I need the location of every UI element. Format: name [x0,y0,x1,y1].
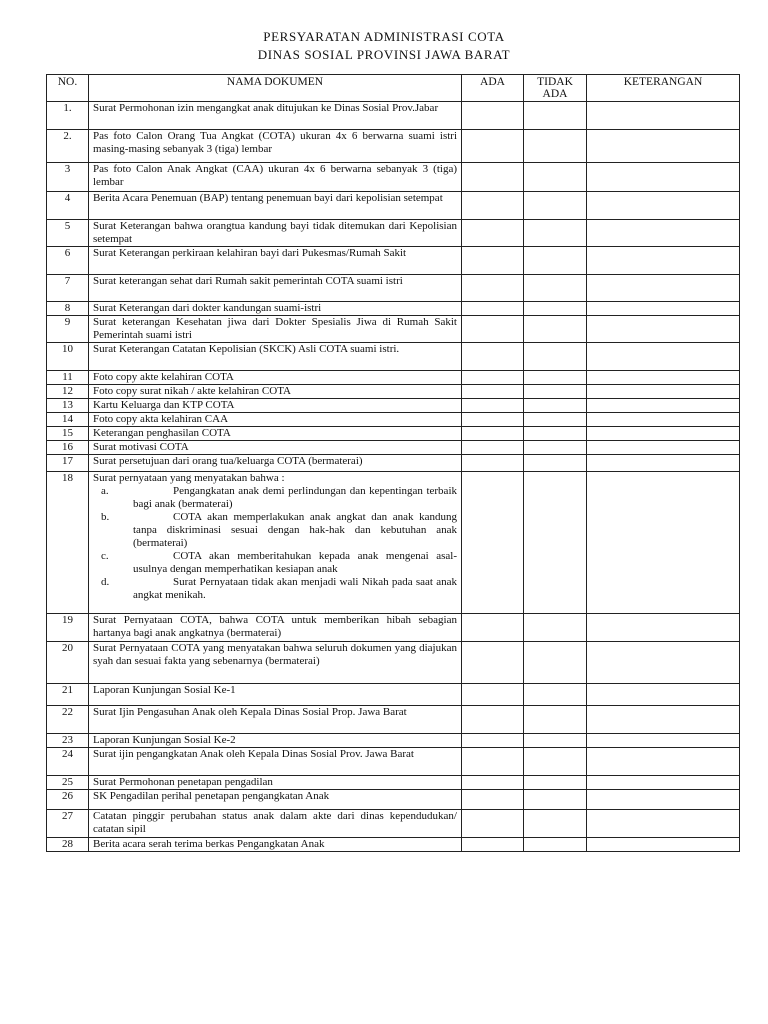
ada-checkbox-cell[interactable] [462,275,524,302]
keterangan-cell[interactable] [587,734,740,748]
keterangan-cell[interactable] [587,472,740,614]
ada-checkbox-cell[interactable] [462,455,524,472]
document-name-cell [89,734,462,748]
document-name: Foto copy surat nikah / akte kelahiran COTA [93,385,291,397]
table-row [47,247,740,275]
sub-item [93,576,457,602]
document-name-cell [89,220,462,247]
column-header-tidak-ada: TIDAK ADA [524,75,587,102]
keterangan-cell[interactable] [587,385,740,399]
sub-item-letter: d. [101,576,110,588]
sub-item [93,485,457,511]
tidak-ada-checkbox-cell[interactable] [524,275,587,302]
keterangan-cell[interactable] [587,427,740,441]
table-row [47,790,740,810]
row-number: 19 [47,614,89,642]
row-number: 6 [47,247,89,275]
document-name-cell [89,810,462,838]
row-number: 1. [47,102,89,130]
table-row [47,220,740,247]
row-number: 21 [47,684,89,706]
keterangan-cell[interactable] [587,316,740,343]
sub-item-text: COTA akan memberitahukan kepada anak mengenai asal-usulnya dengan memperhatikan kesiapan anak [133,550,457,575]
document-name-cell [89,684,462,706]
row-number: 2. [47,130,89,163]
row-number: 23 [47,734,89,748]
table-row [47,684,740,706]
document-name: Surat Pernyataan COTA, bahwa COTA untuk memberikan hibah sebagian hartanya bagi anak angkatnya (bermaterai) [93,614,457,639]
row-number: 26 [47,790,89,810]
document-name: Surat keterangan sehat dari Rumah sakit pemerintah COTA suami istri [93,275,403,287]
ada-checkbox-cell[interactable] [462,413,524,427]
document-name-cell [89,427,462,441]
ada-checkbox-cell[interactable] [462,614,524,642]
document-name: Surat keterangan Kesehatan jiwa dari Dokter Spesialis Jiwa di Rumah Sakit Pemerintah suami istri [93,316,457,341]
keterangan-cell[interactable] [587,614,740,642]
column-header-no: NO. [47,75,89,102]
document-name-cell [89,614,462,642]
ada-checkbox-cell[interactable] [462,399,524,413]
tidak-ada-checkbox-cell[interactable] [524,748,587,776]
sub-item-text: Surat Pernyataan tidak akan menjadi wali Nikah pada saat anak angkat menikah. [133,576,457,601]
tidak-ada-checkbox-cell[interactable] [524,220,587,247]
row-number: 4 [47,192,89,220]
keterangan-cell[interactable] [587,275,740,302]
tidak-ada-checkbox-cell[interactable] [524,441,587,455]
keterangan-cell[interactable] [587,343,740,371]
document-name: Surat ijin pengangkatan Anak oleh Kepala Dinas Sosial Prov. Jawa Barat [93,748,414,760]
tidak-ada-checkbox-cell[interactable] [524,838,587,852]
ada-checkbox-cell[interactable] [462,642,524,684]
table-row [47,385,740,399]
keterangan-cell[interactable] [587,130,740,163]
tidak-ada-checkbox-cell[interactable] [524,130,587,163]
table-row [47,776,740,790]
tidak-ada-checkbox-cell[interactable] [524,316,587,343]
row-number: 24 [47,748,89,776]
tidak-ada-checkbox-cell[interactable] [524,642,587,684]
document-name: Surat Permohonan penetapan pengadilan [93,776,273,788]
ada-checkbox-cell[interactable] [462,706,524,734]
sub-item-letter: a. [101,485,109,497]
row-number: 7 [47,275,89,302]
keterangan-cell[interactable] [587,247,740,275]
row-number: 16 [47,441,89,455]
ada-checkbox-cell[interactable] [462,192,524,220]
tidak-ada-checkbox-cell[interactable] [524,472,587,614]
row-number: 20 [47,642,89,684]
tidak-ada-checkbox-cell[interactable] [524,706,587,734]
document-name-cell [89,247,462,275]
row-number: 22 [47,706,89,734]
ada-checkbox-cell[interactable] [462,684,524,706]
row-number: 10 [47,343,89,371]
ada-checkbox-cell[interactable] [462,790,524,810]
document-name: Berita acara serah terima berkas Pengangkatan Anak [93,838,325,850]
document-name: Surat persetujuan dari orang tua/keluarga COTA (bermaterai) [93,455,363,467]
ada-checkbox-cell[interactable] [462,316,524,343]
table-body [47,102,740,852]
tidak-ada-checkbox-cell[interactable] [524,455,587,472]
document-name: Foto copy akte kelahiran COTA [93,371,234,383]
keterangan-cell[interactable] [587,399,740,413]
table-row [47,371,740,385]
table-row [47,642,740,684]
document-name: Pas foto Calon Orang Tua Angkat (COTA) ukuran 4x 6 berwarna suami istri masing-masing sebanyak 3 (tiga) lembar [93,130,457,155]
tidak-ada-checkbox-cell[interactable] [524,776,587,790]
row-number: 3 [47,163,89,192]
ada-checkbox-cell[interactable] [462,427,524,441]
tidak-ada-checkbox-cell[interactable] [524,790,587,810]
document-name-cell [89,776,462,790]
ada-checkbox-cell[interactable] [462,130,524,163]
document-name: Surat motivasi COTA [93,441,189,453]
tidak-ada-checkbox-cell[interactable] [524,427,587,441]
document-name: Surat Pernyataan COTA yang menyatakan bahwa seluruh dokumen yang diajukan syah dan sesuai fakta yang sebenarnya (bermaterai) [93,642,457,667]
keterangan-cell[interactable] [587,163,740,192]
document-name-cell [89,455,462,472]
document-subtitle: DINAS SOSIAL PROVINSI JAWA BARAT [257,47,511,62]
tidak-ada-checkbox-cell[interactable] [524,413,587,427]
column-header-ada: ADA [462,75,524,102]
document-name: Surat Keterangan Catatan Kepolisian (SKCK) Asli COTA suami istri. [93,343,400,355]
table-row [47,399,740,413]
document-name: Laporan Kunjungan Sosial Ke-2 [93,734,236,746]
document-name-cell [89,130,462,163]
ada-checkbox-cell[interactable] [462,838,524,852]
sub-item-list [93,485,457,602]
table-row [47,455,740,472]
tidak-ada-checkbox-cell[interactable] [524,247,587,275]
tidak-ada-checkbox-cell[interactable] [524,810,587,838]
document-name-cell [89,316,462,343]
tidak-ada-checkbox-cell[interactable] [524,302,587,316]
document-name-cell [89,192,462,220]
document-title: PERSYARATAN ADMINISTRASI COTA [263,29,505,44]
keterangan-cell[interactable] [587,776,740,790]
sub-item-letter: c. [101,550,109,562]
document-name: SK Pengadilan perihal penetapan pengangkatan Anak [93,790,330,802]
tidak-ada-checkbox-cell[interactable] [524,734,587,748]
document-name-cell [89,275,462,302]
document-name-cell [89,472,462,614]
keterangan-cell[interactable] [587,838,740,852]
keterangan-cell[interactable] [587,413,740,427]
row-number: 27 [47,810,89,838]
keterangan-cell[interactable] [587,810,740,838]
row-number: 13 [47,399,89,413]
table-row [47,734,740,748]
row-number: 9 [47,316,89,343]
document-name-cell [89,302,462,316]
row-number: 14 [47,413,89,427]
column-header-keterangan: KETERANGAN [587,75,740,102]
document-name-cell [89,790,462,810]
table-row [47,413,740,427]
keterangan-cell[interactable] [587,642,740,684]
ada-checkbox-cell[interactable] [462,302,524,316]
document-name-cell [89,399,462,413]
table-row [47,343,740,371]
tidak-ada-checkbox-cell[interactable] [524,399,587,413]
document-name-cell [89,838,462,852]
table-row [47,427,740,441]
tidak-ada-checkbox-cell[interactable] [524,684,587,706]
ada-checkbox-cell[interactable] [462,343,524,371]
ada-checkbox-cell[interactable] [462,371,524,385]
ada-checkbox-cell[interactable] [462,220,524,247]
keterangan-cell[interactable] [587,102,740,130]
document-name-cell [89,343,462,371]
row-number: 5 [47,220,89,247]
tidak-ada-checkbox-cell[interactable] [524,102,587,130]
tidak-ada-checkbox-cell[interactable] [524,163,587,192]
keterangan-cell[interactable] [587,748,740,776]
ada-checkbox-cell[interactable] [462,472,524,614]
tidak-ada-checkbox-cell[interactable] [524,614,587,642]
ada-checkbox-cell[interactable] [462,776,524,790]
table-row [47,192,740,220]
document-name: Catatan pinggir perubahan status anak dalam akte dari dinas kependudukan/ catatan sipil [93,810,457,835]
document-name-cell [89,441,462,455]
document-name-cell [89,706,462,734]
document-name: Pas foto Calon Anak Angkat (CAA) ukuran 4x 6 berwarna sebanyak 3 (tiga) lembar [93,163,457,188]
table-row [47,706,740,734]
row-number: 12 [47,385,89,399]
document-name: Surat pernyataan yang menyatakan bahwa : [93,472,285,484]
ada-checkbox-cell[interactable] [462,102,524,130]
document-name: Keterangan penghasilan COTA [93,427,231,439]
ada-checkbox-cell[interactable] [462,247,524,275]
ada-checkbox-cell[interactable] [462,385,524,399]
document-name-cell [89,642,462,684]
document-name: Surat Ijin Pengasuhan Anak oleh Kepala Dinas Sosial Prop. Jawa Barat [93,706,407,718]
table-row [47,838,740,852]
table-row [47,163,740,192]
document-name-cell [89,163,462,192]
document-name: Laporan Kunjungan Sosial Ke-1 [93,684,236,696]
ada-checkbox-cell[interactable] [462,734,524,748]
keterangan-cell[interactable] [587,441,740,455]
keterangan-cell[interactable] [587,220,740,247]
row-number: 28 [47,838,89,852]
row-number: 17 [47,455,89,472]
tidak-ada-checkbox-cell[interactable] [524,385,587,399]
table-row [47,102,740,130]
table-row [47,275,740,302]
sub-item [93,511,457,550]
keterangan-cell[interactable] [587,455,740,472]
document-name: Kartu Keluarga dan KTP COTA [93,399,235,411]
tidak-ada-checkbox-cell[interactable] [524,343,587,371]
keterangan-cell[interactable] [587,192,740,220]
tidak-ada-checkbox-cell[interactable] [524,192,587,220]
table-row [47,130,740,163]
sub-item-text: Pengangkatan anak demi perlindungan dan kepentingan terbaik bagi anak (bermaterai) [133,485,457,510]
tidak-ada-checkbox-cell[interactable] [524,371,587,385]
row-number: 25 [47,776,89,790]
document-name-cell [89,385,462,399]
column-header-document-name: NAMA DOKUMEN [89,75,462,102]
table-row [47,614,740,642]
sub-item-letter: b. [101,511,110,523]
row-number: 11 [47,371,89,385]
document-name-cell [89,102,462,130]
table-row [47,441,740,455]
table-header-row [47,75,740,102]
document-name: Berita Acara Penemuan (BAP) tentang penemuan bayi dari kepolisian setempat [93,192,443,204]
table-row [47,316,740,343]
document-name: Foto copy akta kelahiran CAA [93,413,229,425]
document-name-cell [89,371,462,385]
requirements-table [46,74,740,852]
table-row [47,748,740,776]
row-number: 18 [47,472,89,614]
document-name-cell [89,413,462,427]
ada-checkbox-cell[interactable] [462,810,524,838]
table-row [47,472,740,614]
ada-checkbox-cell[interactable] [462,748,524,776]
keterangan-cell[interactable] [587,302,740,316]
row-number: 8 [47,302,89,316]
keterangan-cell[interactable] [587,371,740,385]
keterangan-cell[interactable] [587,684,740,706]
document-name: Surat Keterangan dari dokter kandungan suami-istri [93,302,322,314]
ada-checkbox-cell[interactable] [462,441,524,455]
keterangan-cell[interactable] [587,790,740,810]
sub-item [93,550,457,576]
keterangan-cell[interactable] [587,706,740,734]
table-row [47,810,740,838]
document-name: Surat Keterangan perkiraan kelahiran bayi dari Pukesmas/Rumah Sakit [93,247,407,259]
document-name-cell [89,748,462,776]
sub-item-text: COTA akan memperlakukan anak angkat dan anak kandung tanpa diskriminasi sesuai dengan hak-hak dan kebutuhan anak (bermaterai) [133,511,457,549]
document-name: Surat Keterangan bahwa orangtua kandung bayi tidak ditemukan dari Kepolisian setempat [93,220,457,245]
ada-checkbox-cell[interactable] [462,163,524,192]
table-row [47,302,740,316]
row-number: 15 [47,427,89,441]
document-name: Surat Permohonan izin mengangkat anak ditujukan ke Dinas Sosial Prov.Jabar [93,102,439,114]
